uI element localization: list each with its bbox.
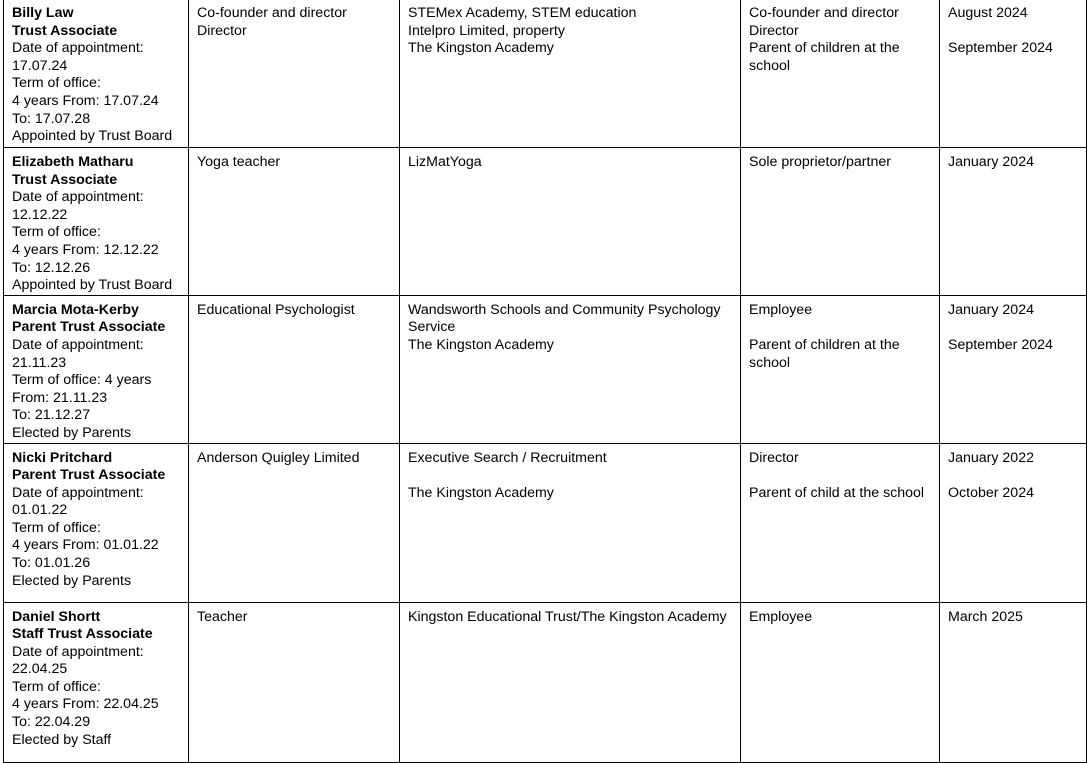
- table-row: [4, 0, 1087, 148]
- nature-cell: [741, 602, 940, 762]
- organisation-cell: [400, 602, 741, 762]
- member-cell: [4, 0, 189, 148]
- member-detail: To: 12.12.26: [12, 259, 91, 276]
- business-entry: Director: [197, 22, 247, 39]
- spacer: [749, 319, 931, 337]
- member-detail: To: 21.12.27: [12, 407, 91, 424]
- member-name: Nicki Pritchard: [12, 449, 113, 466]
- business-entry: Co-founder and director: [197, 5, 347, 21]
- organisation-cell: [400, 0, 741, 148]
- member-detail: To: 01.01.26: [12, 555, 91, 572]
- business-entry: Anderson Quigley Limited: [197, 449, 360, 466]
- member-detail: Term of office: 4 years: [12, 372, 152, 389]
- organisation-cell: [400, 295, 741, 443]
- member-cell: [4, 148, 189, 296]
- member-name: Daniel Shortt: [12, 608, 101, 625]
- member-cell: [4, 602, 189, 762]
- member-detail: 22.04.25: [12, 661, 68, 678]
- date-entry: September 2024: [948, 336, 1053, 353]
- business-entry: Teacher: [197, 608, 248, 625]
- member-name: Marcia Mota-Kerby: [12, 301, 139, 318]
- member-detail: 17.07.24: [12, 57, 68, 74]
- member-role: Parent Trust Associate: [12, 467, 166, 484]
- nature-entry: Sole proprietor/partner: [749, 154, 891, 170]
- date-cell: [940, 148, 1087, 296]
- member-cell: [4, 443, 189, 602]
- spacer: [948, 467, 1078, 485]
- organisation-entry: The Kingston Academy: [408, 336, 554, 353]
- member-detail: Elected by Staff: [12, 731, 112, 748]
- business-entry: Educational Psychologist: [197, 301, 355, 318]
- nature-entry: Director: [749, 22, 799, 39]
- member-role: Parent Trust Associate: [12, 319, 166, 336]
- date-cell: [940, 0, 1087, 148]
- member-role: Staff Trust Associate: [12, 626, 153, 643]
- member-detail: 4 years From: 22.04.25: [12, 696, 159, 713]
- member-cell: [4, 295, 189, 443]
- nature-cell: [741, 443, 940, 602]
- spacer: [948, 23, 1078, 41]
- business-cell: [189, 0, 400, 148]
- date-entry: August 2024: [948, 5, 1028, 21]
- nature-entry: Co-founder and director: [749, 5, 899, 21]
- date-cell: [940, 602, 1087, 762]
- nature-entry: Employee: [749, 608, 813, 625]
- member-detail: Date of appointment:: [12, 643, 144, 660]
- register-of-interests-table: [3, 0, 1087, 763]
- table-row: [4, 602, 1087, 762]
- member-detail: Term of office:: [12, 678, 101, 695]
- business-cell: [189, 295, 400, 443]
- spacer: [408, 467, 732, 485]
- organisation-entry: The Kingston Academy: [408, 40, 554, 57]
- member-name: Billy Law: [12, 5, 74, 21]
- table-row: [4, 443, 1087, 602]
- member-detail: Date of appointment:: [12, 189, 144, 206]
- table-row: [4, 148, 1087, 296]
- date-entry: January 2022: [948, 449, 1034, 466]
- organisation-cell: [400, 443, 741, 602]
- business-cell: [189, 602, 400, 762]
- business-cell: [189, 148, 400, 296]
- date-entry: January 2024: [948, 301, 1034, 318]
- nature-entry: Parent of children at the school: [749, 40, 900, 74]
- nature-cell: [741, 0, 940, 148]
- member-detail: 01.01.22: [12, 502, 68, 519]
- nature-entry: Employee: [749, 301, 813, 318]
- organisation-entry: Wandsworth Schools and Community Psychology Service: [408, 301, 721, 336]
- organisation-entry: Executive Search / Recruitment: [408, 449, 607, 466]
- organisation-entry: LizMatYoga: [408, 154, 482, 170]
- member-detail: To: 17.07.28: [12, 110, 91, 127]
- date-cell: [940, 295, 1087, 443]
- member-detail: 4 years From: 17.07.24: [12, 92, 159, 109]
- nature-entry: Parent of child at the school: [749, 484, 925, 501]
- business-entry: Yoga teacher: [197, 154, 281, 170]
- member-detail: Term of office:: [12, 224, 101, 241]
- member-detail: Term of office:: [12, 519, 101, 536]
- member-role: Trust Associate: [12, 22, 118, 39]
- member-detail: Appointed by Trust Board: [12, 128, 173, 145]
- member-detail: Date of appointment:: [12, 484, 144, 501]
- member-detail: Date of appointment:: [12, 40, 144, 57]
- member-detail: From: 21.11.23: [12, 389, 108, 406]
- table-row: [4, 295, 1087, 443]
- business-cell: [189, 443, 400, 602]
- date-cell: [940, 443, 1087, 602]
- nature-cell: [741, 148, 940, 296]
- nature-entry: Director: [749, 449, 799, 466]
- nature-cell: [741, 295, 940, 443]
- member-detail: 4 years From: 12.12.22: [12, 241, 159, 258]
- nature-entry: Parent of children at the school: [749, 336, 900, 371]
- date-entry: October 2024: [948, 484, 1034, 501]
- spacer: [749, 467, 931, 485]
- member-detail: Appointed by Trust Board: [12, 277, 173, 294]
- date-entry: January 2024: [948, 154, 1034, 170]
- organisation-entry: Intelpro Limited, property: [408, 22, 565, 39]
- member-detail: Date of appointment:: [12, 336, 144, 353]
- member-name: Elizabeth Matharu: [12, 154, 134, 170]
- organisation-entry: Kingston Educational Trust/The Kingston Academy: [408, 608, 727, 625]
- date-entry: March 2025: [948, 608, 1023, 625]
- date-entry: September 2024: [948, 40, 1053, 57]
- member-detail: 12.12.22: [12, 206, 68, 223]
- spacer: [948, 319, 1078, 337]
- member-detail: 21.11.23: [12, 354, 67, 371]
- member-detail: To: 22.04.29: [12, 714, 91, 731]
- member-role: Trust Associate: [12, 171, 118, 188]
- member-detail: Term of office:: [12, 75, 101, 92]
- member-detail: Elected by Parents: [12, 424, 132, 441]
- member-detail: Elected by Parents: [12, 572, 132, 589]
- member-detail: 4 years From: 01.01.22: [12, 537, 159, 554]
- organisation-entry: STEMex Academy, STEM education: [408, 5, 637, 21]
- organisation-cell: [400, 148, 741, 296]
- organisation-entry: The Kingston Academy: [408, 484, 554, 501]
